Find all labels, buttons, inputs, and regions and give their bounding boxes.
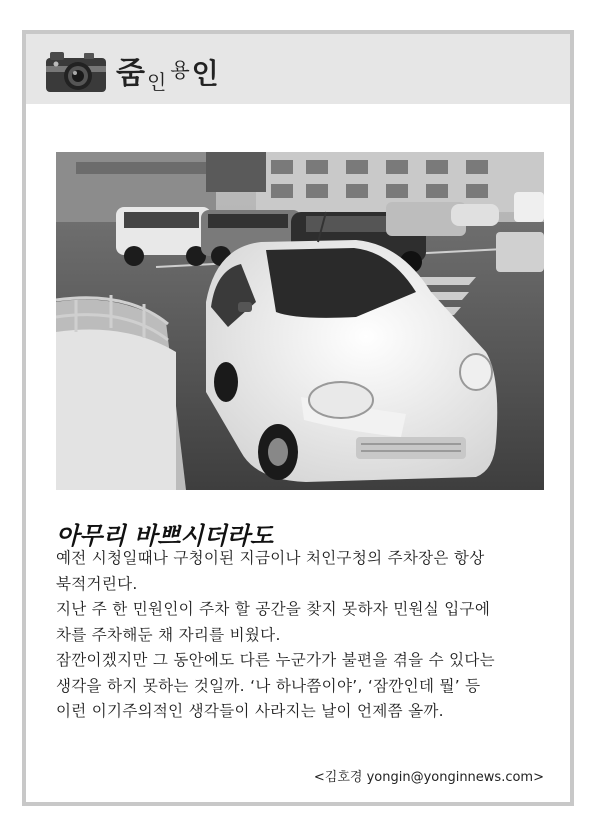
section-title-part: 용 <box>170 58 190 82</box>
section-header <box>26 34 570 104</box>
article-frame <box>22 30 574 806</box>
camera-icon <box>44 48 108 94</box>
article-line: 지난 주 한 민원인이 주차 할 공간을 찾지 못하자 민원실 입구에 <box>56 600 491 618</box>
article-line: 이런 이기주의적인 생각들이 사라지는 날이 언제쯤 올까. <box>56 702 444 720</box>
section-title-part: 줌 <box>116 56 145 91</box>
section-title-part: 인 <box>191 57 219 90</box>
parking-lot-photo <box>56 152 544 490</box>
article-line: 예전 시청일때나 구청이된 지금이나 처인구청의 주차장은 항상 <box>56 549 485 567</box>
byline: <김호경 yongin@yonginnews.com> <box>313 770 544 785</box>
article-line: 잠깐이겠지만 그 동안에도 다른 누군가가 불편을 겪을 수 있다는 <box>56 651 495 669</box>
article-headline: 아무리 바쁘시더라도 <box>56 522 274 550</box>
article-line: 차를 주차해둔 채 자리를 비웠다. <box>56 625 281 644</box>
article-body <box>56 546 546 725</box>
section-title-part: 인 <box>146 70 167 94</box>
section-title <box>116 48 219 92</box>
article-line: 생각을 하지 못하는 것일까. ‘나 하나쯤이야’, ‘잠깐인데 뭘’ 등 <box>56 676 481 695</box>
article-line: 북적거린다. <box>56 574 138 593</box>
